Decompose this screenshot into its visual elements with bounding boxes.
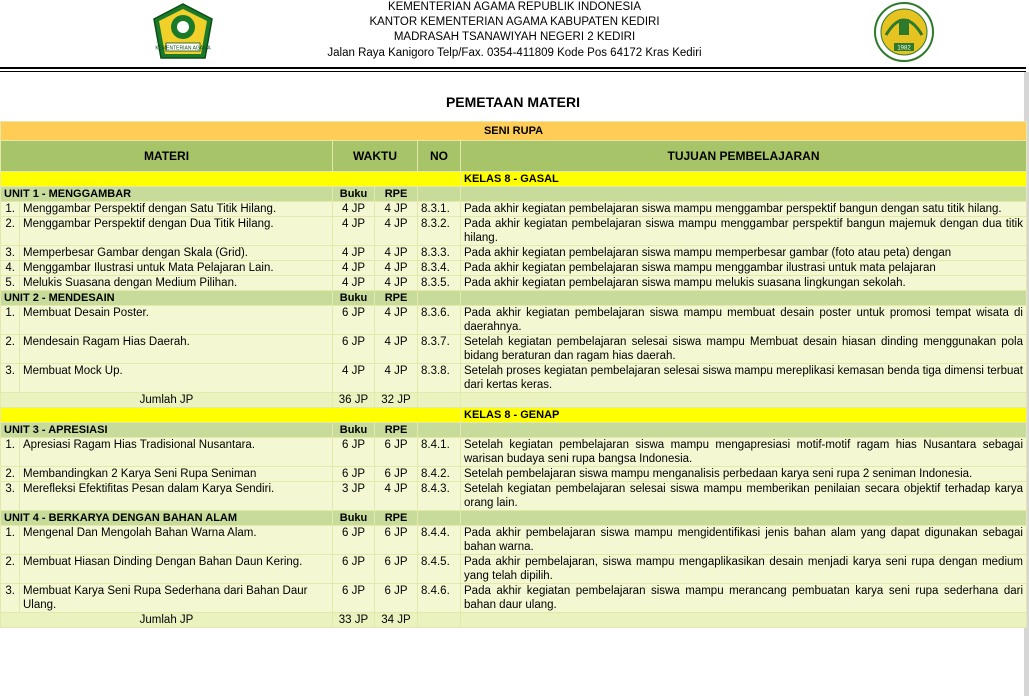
unit-header-row bbox=[1, 423, 1027, 438]
kelas-gasal-row bbox=[1, 172, 1027, 187]
sub-buku: Buku bbox=[333, 423, 375, 438]
row-rpe: 6 JP bbox=[375, 526, 418, 555]
unit-spacer bbox=[418, 187, 461, 202]
unit-title: UNIT 1 - MENGGAMBAR bbox=[1, 187, 333, 202]
row-index: 3. bbox=[1, 246, 20, 261]
jumlah-spacer bbox=[461, 393, 1027, 408]
jumlah-spacer bbox=[418, 393, 461, 408]
row-buku: 4 JP bbox=[333, 276, 375, 291]
row-rpe: 6 JP bbox=[375, 584, 418, 613]
row-no: 8.4.3. bbox=[418, 482, 461, 511]
row-buku: 6 JP bbox=[333, 555, 375, 584]
col-no: NO bbox=[418, 141, 461, 172]
row-materi: Menggambar Perspektif dengan Dua Titik Hilang. bbox=[20, 217, 333, 246]
row-tujuan: Pada akhir kegiatan pembelajaran siswa mampu memperbesar gambar (foto atau peta) dengan bbox=[461, 246, 1027, 261]
header-line-2: KANTOR KEMENTERIAN AGAMA KABUPATEN KEDIRI bbox=[369, 16, 660, 28]
row-no: 8.4.5. bbox=[418, 555, 461, 584]
jumlah-rpe: 32 JP bbox=[375, 393, 418, 408]
subject-cell: SENI RUPA bbox=[1, 122, 1027, 141]
sub-buku: Buku bbox=[333, 291, 375, 306]
row-rpe: 6 JP bbox=[375, 438, 418, 467]
row-index: 3. bbox=[1, 584, 20, 613]
row-tujuan: Pada akhir kegiatan pembelajaran siswa mampu merancang pembuatan karya seni rupa sederhana dari bahan daur ulang. bbox=[461, 584, 1027, 613]
table-row bbox=[1, 335, 1027, 364]
row-index: 2. bbox=[1, 555, 20, 584]
unit-header-row bbox=[1, 291, 1027, 306]
jumlah-spacer bbox=[461, 613, 1027, 628]
row-buku: 4 JP bbox=[333, 202, 375, 217]
sub-rpe: RPE bbox=[375, 187, 418, 202]
unit-spacer bbox=[418, 291, 461, 306]
kelas-spacer bbox=[1, 408, 461, 423]
header-rule-thin bbox=[0, 71, 1026, 72]
sub-rpe: RPE bbox=[375, 291, 418, 306]
unit-spacer bbox=[461, 511, 1027, 526]
letterhead bbox=[0, 0, 1029, 66]
row-rpe: 4 JP bbox=[375, 482, 418, 511]
row-rpe: 4 JP bbox=[375, 246, 418, 261]
row-rpe: 4 JP bbox=[375, 202, 418, 217]
col-tujuan: TUJUAN PEMBELAJARAN bbox=[461, 141, 1027, 172]
row-no: 8.3.5. bbox=[418, 276, 461, 291]
row-tujuan: Setelah kegiatan pembelajaran selesai siswa mampu Membuat desain hiasan dinding menggunakan pola bidang beraturan dan ragam hias daerah. bbox=[461, 335, 1027, 364]
row-no: 8.3.6. bbox=[418, 306, 461, 335]
kelas-genap-row bbox=[1, 408, 1027, 423]
row-tujuan: Pada akhir kegiatan pembelajaran siswa mampu membuat desain poster untuk promosi tempat wisata di daerahnya. bbox=[461, 306, 1027, 335]
sub-rpe: RPE bbox=[375, 511, 418, 526]
row-materi: Apresiasi Ragam Hias Tradisional Nusantara. bbox=[20, 438, 333, 467]
row-buku: 4 JP bbox=[333, 364, 375, 393]
row-rpe: 4 JP bbox=[375, 335, 418, 364]
unit-spacer bbox=[418, 511, 461, 526]
jumlah-spacer bbox=[418, 613, 461, 628]
table-row bbox=[1, 306, 1027, 335]
col-materi: MATERI bbox=[1, 141, 333, 172]
page-title: PEMETAAN MATERI bbox=[445, 94, 581, 110]
row-buku: 6 JP bbox=[333, 526, 375, 555]
jumlah-rpe: 34 JP bbox=[375, 613, 418, 628]
subject-row bbox=[1, 122, 1027, 141]
row-buku: 4 JP bbox=[333, 261, 375, 276]
row-tujuan: Pada akhir kegiatan pembelajaran siswa mampu melukis suasana lingkungan sekolah. bbox=[461, 276, 1027, 291]
row-materi: Membuat Karya Seni Rupa Sederhana dari Bahan Daur Ulang. bbox=[20, 584, 333, 613]
table-row bbox=[1, 584, 1027, 613]
kelas-label: KELAS 8 - GASAL bbox=[461, 172, 1027, 187]
header-rule-thick bbox=[0, 67, 1026, 69]
row-index: 5. bbox=[1, 276, 20, 291]
row-buku: 3 JP bbox=[333, 482, 375, 511]
table-row bbox=[1, 246, 1027, 261]
jumlah-buku: 36 JP bbox=[333, 393, 375, 408]
sub-rpe: RPE bbox=[375, 423, 418, 438]
row-index: 2. bbox=[1, 335, 20, 364]
table-row bbox=[1, 202, 1027, 217]
row-index: 1. bbox=[1, 306, 20, 335]
row-index: 3. bbox=[1, 482, 20, 511]
row-materi: Membuat Hiasan Dinding Dengan Bahan Daun Kering. bbox=[20, 555, 333, 584]
row-no: 8.4.2. bbox=[418, 467, 461, 482]
row-materi: Menggambar Perspektif dengan Satu Titik Hilang. bbox=[20, 202, 333, 217]
unit-title: UNIT 4 - BERKARYA DENGAN BAHAN ALAM bbox=[1, 511, 333, 526]
row-rpe: 4 JP bbox=[375, 261, 418, 276]
row-materi: Memperbesar Gambar dengan Skala (Grid). bbox=[20, 246, 333, 261]
sub-buku: Buku bbox=[333, 187, 375, 202]
row-rpe: 4 JP bbox=[375, 364, 418, 393]
row-materi: Membuat Mock Up. bbox=[20, 364, 333, 393]
row-tujuan: Pada akhir kegiatan pembelajaran siswa mampu menggambar perspektif bangun dengan satu titik hilang. bbox=[461, 202, 1027, 217]
row-no: 8.3.8. bbox=[418, 364, 461, 393]
header-line-4: Jalan Raya Kanigoro Telp/Fax. 0354-411809 Kode Pos 64172 Kras Kediri bbox=[327, 47, 702, 59]
materi-table bbox=[0, 121, 1027, 628]
row-rpe: 4 JP bbox=[375, 217, 418, 246]
kelas-label: KELAS 8 - GENAP bbox=[461, 408, 1027, 423]
header-line-3: MADRASAH TSANAWIYAH NEGERI 2 KEDIRI bbox=[393, 31, 636, 43]
row-buku: 6 JP bbox=[333, 438, 375, 467]
row-materi: Mengenal Dan Mengolah Bahan Warna Alam. bbox=[20, 526, 333, 555]
unit-header-row bbox=[1, 187, 1027, 202]
table-row bbox=[1, 364, 1027, 393]
sub-buku: Buku bbox=[333, 511, 375, 526]
jumlah-row bbox=[1, 393, 1027, 408]
row-buku: 6 JP bbox=[333, 584, 375, 613]
row-no: 8.4.4. bbox=[418, 526, 461, 555]
row-index: 4. bbox=[1, 261, 20, 276]
row-tujuan: Pada akhir kegiatan pembelajaran siswa mampu menggambar ilustrasi untuk mata pelajaran bbox=[461, 261, 1027, 276]
row-buku: 6 JP bbox=[333, 335, 375, 364]
header-line-1: KEMENTERIAN AGAMA REPUBLIK INDONESIA bbox=[387, 1, 642, 13]
table-row bbox=[1, 438, 1027, 467]
row-materi: Membandingkan 2 Karya Seni Rupa Seniman bbox=[20, 467, 333, 482]
ministry-logo-text: KEMENTERIAN AGAMA bbox=[155, 45, 211, 52]
row-no: 8.4.1. bbox=[418, 438, 461, 467]
unit-spacer bbox=[461, 291, 1027, 306]
row-no: 8.3.2. bbox=[418, 217, 461, 246]
row-materi: Merefleksi Efektifitas Pesan dalam Karya Sendiri. bbox=[20, 482, 333, 511]
jumlah-label: Jumlah JP bbox=[1, 613, 333, 628]
table-row bbox=[1, 217, 1027, 246]
row-tujuan: Setelah kegiatan pembelajaran selesai siswa mampu memberikan penilaian secara objektif terhadap karya orang lain. bbox=[461, 482, 1027, 511]
unit-spacer bbox=[418, 423, 461, 438]
row-no: 8.3.4. bbox=[418, 261, 461, 276]
row-buku: 4 JP bbox=[333, 217, 375, 246]
row-buku: 6 JP bbox=[333, 306, 375, 335]
row-materi: Mendesain Ragam Hias Daerah. bbox=[20, 335, 333, 364]
row-no: 8.3.3. bbox=[418, 246, 461, 261]
row-index: 3. bbox=[1, 364, 20, 393]
jumlah-label: Jumlah JP bbox=[1, 393, 333, 408]
table-row bbox=[1, 276, 1027, 291]
table-row bbox=[1, 261, 1027, 276]
unit-spacer bbox=[461, 187, 1027, 202]
row-index: 1. bbox=[1, 438, 20, 467]
table-row bbox=[1, 467, 1027, 482]
row-index: 2. bbox=[1, 217, 20, 246]
row-tujuan: Setelah kegiatan pembelajaran siswa mampu mengapresiasi motif-motif ragam hias Nusantara sebagai warisan budaya seni rupa bangsa Indonesia. bbox=[461, 438, 1027, 467]
unit-spacer bbox=[461, 423, 1027, 438]
row-rpe: 6 JP bbox=[375, 467, 418, 482]
row-tujuan: Setelah proses kegiatan pembelajaran selesai siswa mampu mereplikasi kemasan benda tiga dimensi terbuat dari kertas keras. bbox=[461, 364, 1027, 393]
table-row bbox=[1, 526, 1027, 555]
row-tujuan: Pada akhir pembelajaran siswa mampu mengidentifikasi jenis bahan alam yang dapat digunakan sebagai bahan warna. bbox=[461, 526, 1027, 555]
row-index: 1. bbox=[1, 202, 20, 217]
row-materi: Melukis Suasana dengan Medium Pilihan. bbox=[20, 276, 333, 291]
row-tujuan: Pada akhir pembelajaran, siswa mampu mengaplikasikan desain menjadi karya seni rupa dengan medium yang telah dipilih. bbox=[461, 555, 1027, 584]
row-materi: Membuat Desain Poster. bbox=[20, 306, 333, 335]
unit-title: UNIT 3 - APRESIASI bbox=[1, 423, 333, 438]
row-tujuan: Pada akhir kegiatan pembelajaran siswa mampu menggambar perspektif bangun majemuk dengan dua titik hilang. bbox=[461, 217, 1027, 246]
jumlah-row bbox=[1, 613, 1027, 628]
row-buku: 4 JP bbox=[333, 246, 375, 261]
col-waktu: WAKTU bbox=[333, 141, 418, 172]
row-buku: 6 JP bbox=[333, 467, 375, 482]
column-header-row bbox=[1, 141, 1027, 172]
row-rpe: 4 JP bbox=[375, 276, 418, 291]
table-row bbox=[1, 555, 1027, 584]
unit-header-row bbox=[1, 511, 1027, 526]
school-logo-year: 1982 bbox=[897, 45, 911, 52]
row-rpe: 4 JP bbox=[375, 306, 418, 335]
kelas-spacer bbox=[1, 172, 461, 187]
table-row bbox=[1, 482, 1027, 511]
jumlah-buku: 33 JP bbox=[333, 613, 375, 628]
row-no: 8.3.7. bbox=[418, 335, 461, 364]
row-no: 8.3.1. bbox=[418, 202, 461, 217]
school-logo-icon bbox=[872, 1, 936, 63]
row-index: 2. bbox=[1, 467, 20, 482]
row-tujuan: Setelah pembelajaran siswa mampu menganalisis perbedaan karya seni rupa 2 seniman Indonesia. bbox=[461, 467, 1027, 482]
row-materi: Menggambar Ilustrasi untuk Mata Pelajaran Lain. bbox=[20, 261, 333, 276]
row-rpe: 6 JP bbox=[375, 555, 418, 584]
row-no: 8.4.6. bbox=[418, 584, 461, 613]
row-index: 1. bbox=[1, 526, 20, 555]
unit-title: UNIT 2 - MENDESAIN bbox=[1, 291, 333, 306]
